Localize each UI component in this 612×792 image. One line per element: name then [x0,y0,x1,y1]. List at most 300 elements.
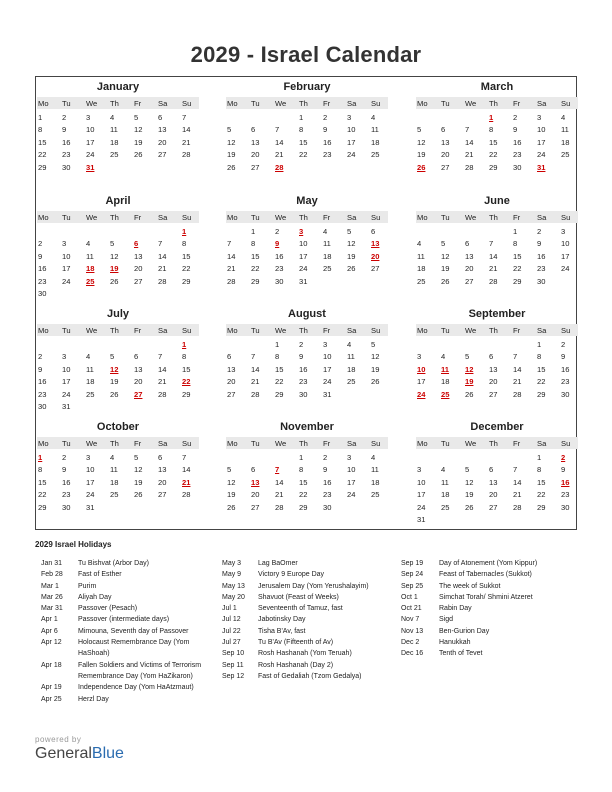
day-cell: 15 [537,477,546,487]
weekday-label: Mo [227,212,238,222]
day-cell: 12 [347,239,356,249]
empty-day-cell [130,339,154,351]
holiday-day-cell: 19 [110,264,119,274]
day-cell: 2 [38,352,43,362]
day-cell: 20 [158,137,167,147]
holiday-item [222,603,398,614]
day-cell: 4 [441,352,446,362]
holiday-day-cell: 1 [182,227,187,236]
day-cell: 2 [275,227,280,236]
day-cell: 16 [38,377,47,387]
weekday-label: Tu [251,325,260,335]
holiday-item [401,603,589,614]
day-cell: 25 [417,276,426,286]
holiday-day-cell: 10 [417,364,426,374]
day-cell: 26 [134,490,143,500]
empty-day-cell [413,226,437,238]
weekday-header [416,97,578,109]
day-cell: 3 [417,352,422,362]
day-cell: 24 [62,276,71,286]
holiday-item [222,614,398,625]
day-cell: 11 [371,465,379,475]
day-cell: 19 [347,251,356,261]
holiday-item [222,671,398,682]
day-cell: 31 [86,502,95,512]
day-cell: 11 [441,477,449,487]
empty-day-cell [413,339,437,351]
day-cell: 7 [182,453,187,462]
weekday-header [226,97,388,109]
day-cell: 1 [38,113,43,122]
day-cell: 27 [134,276,143,286]
day-grid [37,339,199,413]
holiday-date: Mar 1 [41,582,59,590]
day-cell: 28 [513,389,522,399]
day-cell: 21 [227,264,236,274]
day-cell: 5 [134,113,139,122]
day-cell: 9 [299,352,304,362]
day-cell: 14 [275,477,284,487]
holiday-column [222,558,398,682]
day-cell: 17 [561,251,570,261]
holiday-name: Victory 9 Europe Day [258,571,325,579]
empty-day-cell [437,452,461,464]
day-cell: 5 [417,125,422,135]
day-cell: 17 [417,490,426,500]
holiday-item [222,592,398,603]
day-cell: 27 [465,276,474,286]
day-cell: 28 [227,276,236,286]
day-cell: 27 [227,389,236,399]
day-cell: 10 [299,239,308,249]
day-cell: 24 [299,264,308,274]
day-cell: 9 [323,465,328,475]
day-cell: 22 [299,490,308,500]
day-cell: 8 [251,239,256,249]
holiday-name: Passover (Pesach) [78,605,138,613]
weekday-label: We [275,438,287,448]
holiday-date: Nov 13 [401,627,424,635]
holidays-heading: 2029 Israel Holidays [35,540,112,549]
empty-day-cell [58,339,82,351]
holiday-item [41,682,216,693]
holiday-item [401,581,589,592]
day-cell: 31 [323,389,332,399]
weekday-label: Mo [38,438,49,448]
day-cell: 2 [323,113,328,122]
weekday-label: Su [371,98,381,108]
day-cell: 14 [158,364,167,374]
empty-day-cell [461,452,485,464]
day-cell: 5 [371,340,376,349]
holiday-name: Tenth of Tevet [439,650,483,658]
day-cell: 19 [134,137,143,147]
day-cell: 13 [441,137,450,147]
day-cell: 30 [323,502,332,512]
day-cell: 21 [182,137,191,147]
day-cell: 21 [275,150,284,160]
day-cell: 23 [513,150,522,160]
day-cell: 26 [371,377,380,387]
weekday-label: Tu [62,212,71,222]
holiday-date: Nov 7 [401,616,420,624]
weekday-label: Mo [417,98,428,108]
holiday-day-cell: 20 [371,251,380,261]
day-cell: 23 [38,276,47,286]
day-cell: 5 [110,239,115,249]
weekday-label: Tu [441,325,450,335]
page-title: 2029 - Israel Calendar [190,42,422,67]
day-cell: 23 [323,490,332,500]
weekday-header [37,324,199,336]
holiday-day-cell: 1 [489,113,494,122]
day-cell: 29 [275,389,284,399]
day-cell: 28 [251,389,260,399]
holiday-day-cell: 11 [441,364,450,374]
day-cell: 11 [561,125,569,135]
day-cell: 11 [86,251,94,261]
weekday-label: Th [489,212,498,222]
day-grid [226,339,388,401]
holiday-date: Sep 19 [401,560,424,567]
day-cell: 6 [489,465,494,475]
day-cell: 25 [371,150,380,160]
holiday-date: May 20 [222,593,245,601]
day-cell: 25 [371,490,380,500]
empty-day-cell [461,112,485,124]
day-cell: 17 [62,264,71,274]
day-cell: 23 [275,264,284,274]
day-cell: 20 [489,490,498,500]
weekday-label: Tu [251,212,260,222]
weekday-label: We [275,325,287,335]
day-cell: 14 [182,125,191,135]
holiday-date: May 3 [222,560,242,567]
weekday-label: Tu [251,438,260,448]
month-block [226,195,388,288]
day-cell: 17 [537,137,546,147]
day-cell: 27 [158,150,167,160]
day-cell: 4 [86,352,91,362]
holiday-date: Apr 12 [41,639,62,647]
month-name: December [470,421,524,433]
weekday-label: Th [110,98,119,108]
day-cell: 13 [251,137,260,147]
holiday-name: Jabotinsky Day [258,616,306,624]
holiday-item [41,581,216,592]
weekday-label: Fr [134,98,142,108]
holiday-name: Tu B'Av (Fifteenth of Av) [258,639,334,647]
day-cell: 15 [182,251,191,261]
weekday-label: We [465,325,477,335]
day-cell: 24 [323,377,332,387]
day-cell: 1 [299,113,304,122]
holiday-date: May 9 [222,571,242,579]
holiday-item [41,694,216,705]
day-cell: 11 [371,125,379,135]
day-cell: 5 [441,239,446,249]
empty-day-cell [223,112,247,124]
holiday-day-cell: 1 [38,453,43,462]
day-cell: 25 [110,150,119,160]
day-cell: 19 [227,490,236,500]
weekday-header [226,437,388,449]
holiday-day-cell: 24 [417,389,426,399]
day-cell: 19 [465,490,474,500]
day-grid [37,226,199,300]
day-cell: 28 [182,150,191,160]
holiday-date: Jul 12 [222,616,241,624]
empty-day-cell [223,226,247,238]
holiday-name: Fast of Esther [78,571,122,579]
holiday-day-cell: 12 [465,364,474,374]
day-cell: 22 [38,490,47,500]
empty-day-cell [106,339,130,351]
day-cell: 24 [86,150,95,160]
day-cell: 14 [513,477,522,487]
day-cell: 3 [86,453,91,462]
day-cell: 18 [561,137,570,147]
holiday-day-cell: 25 [86,276,95,286]
empty-day-cell [461,339,485,351]
day-cell: 7 [513,352,518,362]
day-cell: 10 [86,465,95,475]
day-cell: 8 [299,465,304,475]
day-cell: 28 [275,502,284,512]
day-cell: 30 [561,502,570,512]
empty-day-cell [247,339,271,351]
day-cell: 30 [62,162,71,172]
day-cell: 7 [513,465,518,475]
weekday-label: Th [299,325,308,335]
weekday-header [37,437,199,449]
day-cell: 12 [465,477,474,487]
month-name: July [106,308,129,320]
holiday-name: Rosh Hashanah (Day 2) [258,661,334,669]
empty-day-cell [485,452,509,464]
weekday-label: Fr [134,325,142,335]
day-cell: 29 [182,276,191,286]
day-cell: 10 [62,364,71,374]
day-cell: 26 [465,502,474,512]
day-cell: 16 [299,364,308,374]
month-block [226,308,388,401]
day-grid [416,112,578,174]
day-cell: 10 [323,352,332,362]
day-cell: 24 [62,389,71,399]
day-cell: 22 [275,377,284,387]
month-name: April [105,195,131,207]
day-cell: 16 [323,477,332,487]
weekday-label: We [86,325,98,335]
holiday-name: Feast of Tabernacles (Sukkot) [439,571,532,579]
holiday-day-cell: 13 [251,477,260,487]
weekday-label: Su [182,325,192,335]
day-grid [416,452,578,526]
weekday-label: We [465,98,477,108]
day-cell: 6 [251,125,256,135]
day-cell: 28 [182,490,191,500]
weekday-label: Th [299,212,308,222]
month-name: May [296,195,318,207]
day-cell: 29 [299,502,308,512]
holiday-date: Sep 11 [222,661,244,669]
day-cell: 21 [513,490,522,500]
day-cell: 30 [275,276,284,286]
day-cell: 20 [134,377,143,387]
holiday-item [401,569,589,580]
holiday-item [401,626,589,637]
weekday-label: Th [110,325,119,335]
brand-blue: Blue [91,745,124,762]
weekday-header [37,97,199,109]
month-name: October [96,421,140,433]
day-cell: 20 [441,150,450,160]
holiday-day-cell: 19 [465,377,474,387]
holiday-day-cell: 27 [134,389,143,399]
weekday-label: Sa [158,325,168,335]
day-cell: 23 [561,377,570,387]
weekday-label: We [465,212,477,222]
holiday-name: Shavuot (Feast of Weeks) [258,593,339,601]
day-cell: 29 [489,162,498,172]
day-cell: 16 [561,364,570,374]
holiday-item [222,569,398,580]
empty-day-cell [82,339,106,351]
day-cell: 29 [537,502,546,512]
holiday-item [401,637,589,648]
holiday-name: Jerusalem Day (Yom Yerushalayim) [258,582,369,590]
holiday-day-cell: 28 [275,162,284,172]
day-cell: 16 [275,251,284,261]
day-cell: 19 [371,364,380,374]
holiday-item [41,637,216,660]
day-cell: 22 [537,490,546,500]
day-cell: 11 [323,239,331,249]
day-cell: 23 [62,150,71,160]
day-cell: 15 [38,477,47,487]
day-grid [37,452,199,514]
day-cell: 10 [347,125,356,135]
weekday-label: Su [182,212,192,222]
day-cell: 4 [441,465,446,475]
day-cell: 19 [227,150,236,160]
holiday-date: Jan 31 [41,560,63,567]
month-name: August [288,308,326,320]
day-cell: 18 [86,377,95,387]
weekday-label: Sa [158,98,168,108]
day-cell: 17 [86,477,95,487]
day-cell: 18 [441,377,450,387]
empty-day-cell [154,339,178,351]
holiday-item [41,569,216,580]
holiday-date: Sep 10 [222,650,245,658]
holiday-item [41,626,216,637]
holiday-date: Apr 18 [41,661,62,669]
weekday-label: Sa [537,212,547,222]
weekday-label: Mo [227,325,238,335]
month-block [416,195,578,288]
day-cell: 10 [417,477,426,487]
holiday-date: Sep 24 [401,571,424,579]
holiday-date: May 13 [222,582,245,590]
day-cell: 21 [275,490,284,500]
day-cell: 17 [347,477,356,487]
holiday-date: Sep 25 [401,582,424,590]
day-cell: 24 [347,490,356,500]
holiday-day-cell: 25 [441,389,450,399]
day-grid [226,226,388,288]
day-cell: 22 [513,264,522,274]
day-cell: 17 [62,377,71,387]
day-cell: 11 [86,364,94,374]
day-cell: 25 [347,377,356,387]
weekday-label: We [465,438,477,448]
day-cell: 21 [251,377,260,387]
day-cell: 2 [537,227,542,236]
day-cell: 21 [465,150,474,160]
empty-day-cell [485,339,509,351]
day-cell: 10 [537,125,546,135]
day-cell: 13 [465,251,474,261]
day-cell: 9 [62,125,67,135]
day-cell: 29 [38,162,47,172]
holiday-date: Apr 25 [41,695,62,703]
holiday-date: Jul 1 [222,605,237,613]
day-cell: 3 [347,113,352,122]
day-cell: 15 [537,364,546,374]
holiday-day-cell: 22 [182,377,191,387]
day-cell: 3 [323,340,328,349]
day-cell: 22 [299,150,308,160]
day-cell: 18 [371,477,380,487]
day-cell: 18 [347,364,356,374]
day-cell: 2 [62,453,67,462]
day-cell: 17 [417,377,426,387]
day-cell: 14 [513,364,522,374]
holiday-name: Herzl Day [78,695,109,703]
weekday-label: Mo [227,98,238,108]
day-cell: 5 [227,125,232,135]
weekday-label: Th [489,325,498,335]
holiday-name: Independence Day (Yom HaAtzmaut) [78,684,194,692]
day-cell: 28 [465,162,474,172]
holiday-day-cell: 16 [561,477,570,487]
holiday-name: Aliyah Day [78,593,112,601]
holiday-item [222,581,398,592]
weekday-label: Tu [441,438,450,448]
day-cell: 26 [110,276,119,286]
day-grid [37,112,199,174]
day-cell: 4 [371,113,376,122]
holiday-column [41,558,216,705]
day-cell: 6 [251,465,256,475]
weekday-label: Fr [513,438,521,448]
holiday-name: Fast of Gedaliah (Tzom Gedalya) [258,672,362,680]
holiday-item [222,637,398,648]
holiday-item [41,614,216,625]
weekday-label: Tu [251,98,260,108]
day-cell: 20 [465,264,474,274]
holiday-date: Dec 2 [401,639,420,647]
day-cell: 5 [227,465,232,475]
holiday-name: Lag BaOmer [258,560,298,567]
holiday-item [222,648,398,659]
day-cell: 14 [251,364,260,374]
holiday-name: Tisha B'Av, fast [258,627,306,635]
day-cell: 19 [441,264,450,274]
holiday-name: Rabin Day [439,605,472,613]
